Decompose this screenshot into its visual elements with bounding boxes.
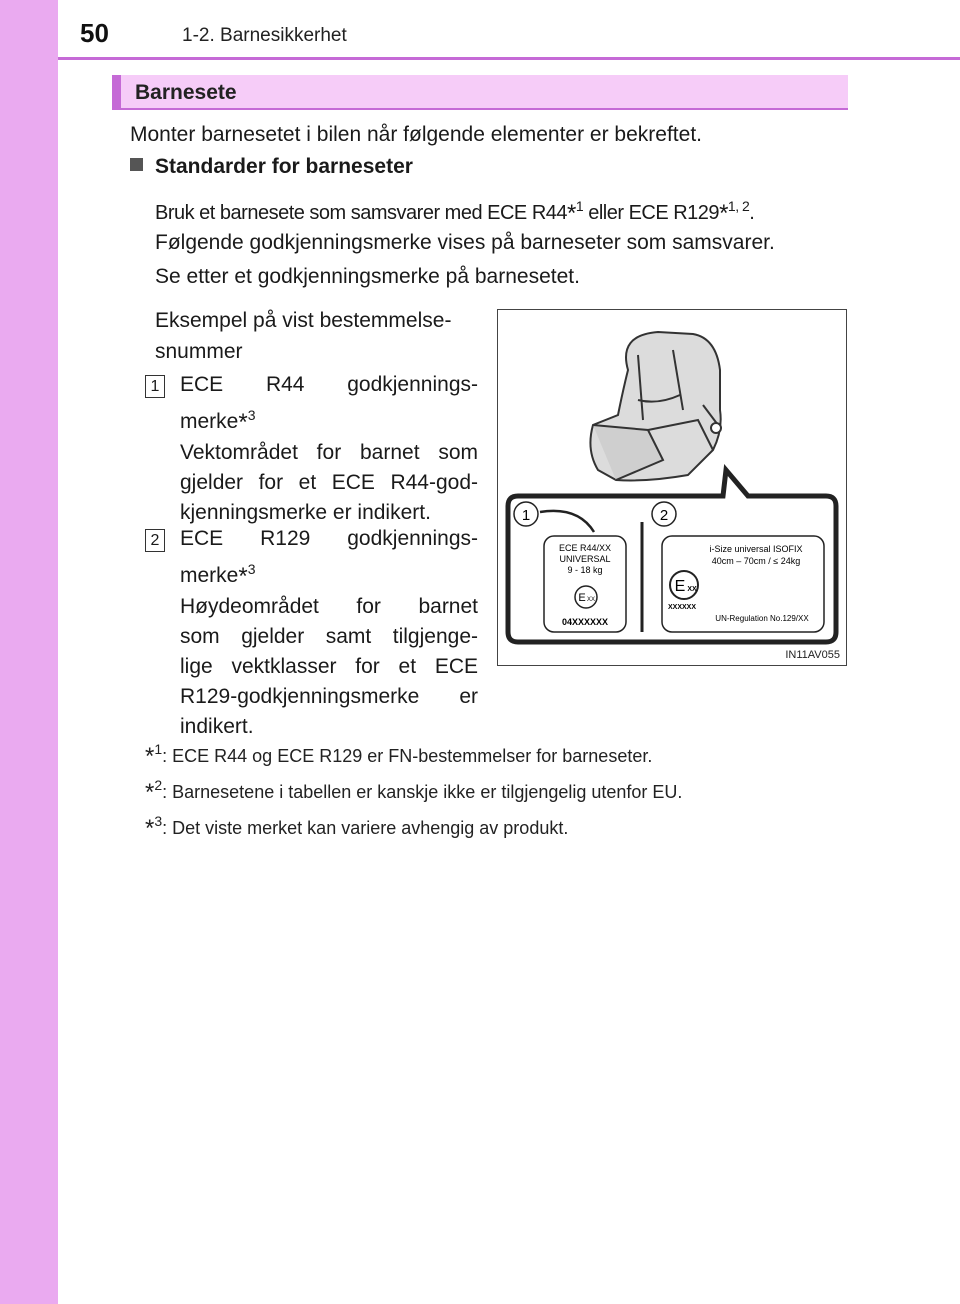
child-seat-illustration: [498, 310, 846, 665]
asterisk-icon: *: [238, 409, 248, 436]
asterisk-icon: *: [567, 200, 576, 227]
svg-text:E: E: [578, 592, 586, 604]
asterisk-icon: *: [145, 779, 155, 806]
section-title: 1-2. Barnesikkerhet: [182, 25, 347, 46]
item-1-text: ECE R44 godkjennings- merke*$^3$ Vektområdet for barnet som gjelder for et ECE R44-god- kjenningsmerke er indikert.: [180, 373, 478, 524]
example-label: Eksempel på vist bestemmelse- snummer: [155, 309, 452, 363]
section-heading-box: [112, 75, 848, 110]
page-number: 50: [80, 18, 109, 48]
footnote-3: *$^3$: Det viste merket kan variere avhengig av produkt.: [145, 813, 569, 842]
child-seat-figure: [497, 309, 847, 666]
r44-line: 9 - 18 kg: [567, 565, 603, 575]
r44-line: UNIVERSAL: [559, 554, 611, 564]
asterisk-icon: *: [238, 563, 248, 590]
asterisk-icon: *: [145, 815, 155, 842]
r129-line: i-Size universal ISOFIX: [709, 544, 803, 554]
standards-line: Bruk et barnesete som samsvarer med ECE R44*$^1$ eller ECE R129*$^{1, 2}$.: [155, 198, 755, 227]
svg-text:XX: XX: [687, 586, 697, 593]
bullet-square-icon: [130, 158, 143, 171]
r44-line: ECE R44/XX: [558, 543, 612, 553]
svg-text:XX: XX: [586, 597, 596, 603]
child-seat-icon: [590, 332, 721, 480]
footnote-1: *$^1$: ECE R44 og ECE R129 er FN-bestemmelser for barneseter.: [145, 741, 653, 770]
callout-number: 2: [659, 507, 669, 524]
callout-number: 1: [521, 507, 531, 524]
section-heading: Barnesete: [135, 81, 237, 104]
item-number-2: 2: [145, 529, 165, 552]
footnote-2: *$^2$: Barnesetene i tabellen er kanskje ikke er tilgjengelig utenfor EU.: [145, 777, 683, 806]
intro-paragraph: Monter barnesetet i bilen når følgende elementer er bekreftet.: [130, 123, 702, 146]
standards-heading: Standarder for barneseter: [130, 155, 413, 179]
follow-text-2: Se etter et godkjenningsmerke på barnesetet.: [155, 265, 580, 288]
figure-code: IN11AV055: [785, 649, 840, 661]
item-number-1: 1: [145, 375, 165, 398]
svg-text:E: E: [674, 578, 686, 595]
r129-line: 40cm – 70cm / ≤ 24kg: [711, 556, 801, 566]
r44-number: 04XXXXXX: [561, 617, 609, 627]
item-2-text: ECE R129 godkjennings- merke*$^3$ Høydeområdet for barnet som gjelder samt tilgjenge- lige vektklasser for et ECE R129-godkjenningsmerke er indikert.: [180, 527, 478, 738]
header-divider: [58, 57, 960, 60]
asterisk-icon: *: [145, 743, 155, 770]
r129-regulation: UN-Regulation No.129/XX: [715, 614, 809, 623]
r129-number: XXXXXX: [668, 604, 697, 611]
left-sidebar-bar: [0, 0, 58, 1304]
follow-text-1: Følgende godkjenningsmerke vises på barneseter som samsvarer.: [155, 231, 775, 254]
asterisk-icon: *: [719, 200, 728, 227]
